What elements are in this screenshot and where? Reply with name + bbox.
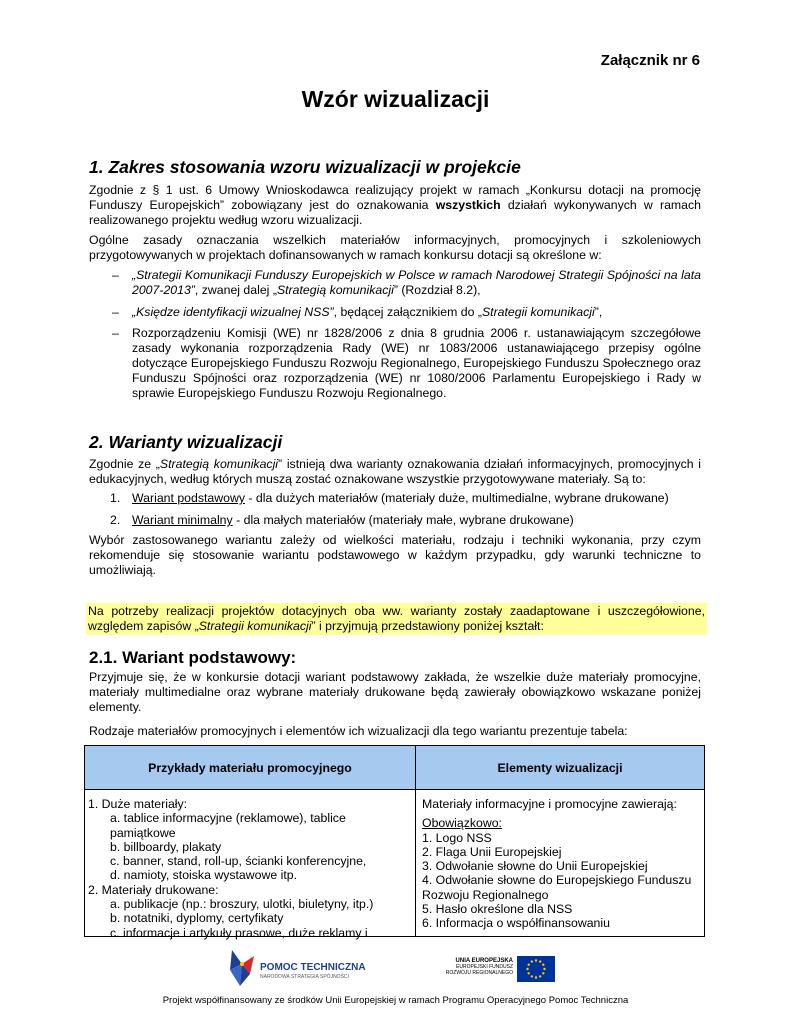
nss-emblem-icon [228, 948, 256, 988]
section-2-heading: 2. Warianty wizualizacji [89, 432, 283, 452]
list-item: pamiątkowe [110, 825, 176, 840]
italic-text: Strategią komunikacji [159, 457, 279, 471]
logo-title: UNIA EUROPEJSKA [455, 958, 513, 964]
table-header-materials: Przykłady materiału promocyjnego [85, 746, 415, 790]
text: Na potrzeby realizacji projektów dotacyjnych oba ww. warianty zostały zaadaptowane i uszczegółowione, względem zapisów „ [88, 604, 705, 633]
list-item: c. banner, stand, roll-up, ścianki konferencyjne, [110, 854, 367, 869]
list-item [112, 326, 701, 401]
eu-flag-icon [517, 956, 555, 982]
annex-label: Załącznik nr 6 [600, 52, 700, 69]
list-item: 4. Odwołanie słowne do Europejskiego Funduszu [422, 873, 692, 888]
list-item: 3. Odwołanie słowne do Unii Europejskiej [422, 859, 648, 874]
list-item: b. billboardy, plakaty [110, 839, 222, 854]
italic-text: Strategią komunikacji [276, 283, 394, 297]
highlighted-note [86, 603, 707, 635]
page-title: Wzór wizualizacji [301, 86, 490, 112]
eu-logo-text [425, 958, 513, 976]
section-1-heading: 1. Zakres stosowania wzoru wizualizacji w projekcie [89, 157, 521, 177]
list-item: 2. Flaga Unii Europejskiej [422, 844, 562, 859]
list-number: 1. [110, 491, 121, 505]
text: - dla małych materiałów (materiały małe, wybrane drukowane) [232, 513, 574, 527]
variant-label: Wariant minimalny [132, 513, 233, 527]
text: , zwanej dalej „ [194, 283, 277, 297]
text: ”, [594, 305, 603, 319]
bold-text: wszystkich [435, 198, 501, 212]
cell-intro: Materiały informacyjne i promocyjne zawierają: [422, 797, 677, 811]
eu-erdf-logo [425, 948, 555, 988]
list-item [110, 513, 701, 528]
text: Rozporządzeniu Komisji (WE) nr 1828/2006 z dnia 8 grudnia 2006 r. ustanawiającym szczegółowe zasady wykonania rozporządzenia Rady (WE) nr 1083/2006 ustanawiającego przepisy ogólne dotyczące Europejskiego Funduszu Rozwoju Regionalnego, Europejskiego Funduszu Społecznego oraz Funduszu Spójności oraz rozporządzenia (WE) nr 1080/2006 Parlamentu Europejskiego i Rady w sprawie Europejskiego Funduszu Rozwoju Regionalnego. [132, 326, 701, 400]
dash-bullet: – [112, 326, 119, 340]
dash-bullet: – [112, 305, 119, 319]
section-2-1-heading: 2.1. Wariant podstawowy: [89, 648, 297, 667]
list-item [112, 268, 701, 298]
text: ” (Rozdział 8.2), [393, 283, 481, 297]
list-item: Rozwoju Regionalnego [422, 887, 549, 902]
section-2-1-paragraph-1: Przyjmuje się, że w konkursie dotacji wariant podstawowy zakłada, że wszelkie duże materiały promocyjne, materiały multimedialne oraz wybrane materiały drukowane będą zawierały obowiązkowo wskazane poniżej elementy. [89, 670, 701, 714]
dash-bullet: – [112, 268, 119, 282]
list-item: d. namioty, stoiska wystawowe itp. [110, 868, 298, 883]
list-item [112, 305, 701, 320]
text: - dla dużych materiałów (materiały duże, multimedialne, wybrane drukowane) [245, 491, 669, 505]
pomoc-techniczna-logo [228, 948, 368, 988]
footer-note: Projekt współfinansowany ze środków Unii Europejskiej w ramach Programu Operacyjnego Pomoc Techniczna [162, 995, 629, 1006]
text: Zgodnie z § 1 ust. 6 Umowy Wnioskodawca realizujący projekt w ramach „Konkursu dotacji na promocję Funduszy Europejskich” zobowiązany jest do oznakowania [89, 183, 701, 212]
logo-title: POMOC TECHNICZNA [260, 962, 366, 973]
text: ” i przyjmują przedstawiony poniżej kształt: [311, 619, 544, 633]
list-item: b. notatniki, dyplomy, certyfikaty [110, 911, 284, 926]
list-item: 6. Informacja o współfinansowaniu [422, 916, 610, 931]
text: Zgodnie ze „ [89, 457, 160, 471]
table-cell-materials [88, 797, 413, 940]
section-2-paragraph-1 [89, 457, 701, 487]
logo-line: ROZWOJU REGIONALNEGO [445, 970, 513, 976]
materials-table [84, 745, 705, 940]
list-item: c. informacje i artykuły prasowe, duże reklamy i [110, 925, 368, 940]
table-header-elements: Elementy wizualizacji [416, 746, 704, 790]
italic-text: Strategii komunikacji [481, 305, 595, 319]
text: działań wykonywanych w ramach realizowanego projektu według wzoru wizualizacji. [89, 198, 701, 227]
logo-subtitle: NARODOWA STRATEGIA SPÓJNOŚCI [260, 974, 349, 980]
section-2-1-paragraph-2: Rodzaje materiałów promocyjnych i elementów ich wizualizacji dla tego wariantu prezentuje tabela: [89, 724, 628, 738]
list-item: 1. Duże materiały: [88, 797, 188, 811]
mandatory-label: Obowiązkowo: [422, 816, 502, 831]
list-item: a. publikacje (np.: broszury, ulotki, biuletyny, itp.) [110, 897, 374, 912]
logo-line: EUROPEJSKI FUNDUSZ [456, 964, 513, 970]
section-2-paragraph-2: Wybór zastosowanego wariantu zależy od wielkości materiału, rodzaju i techniki wykonania, przy czym rekomenduje się stosowanie wariantu podstawowego w każdym przypadku, gdy warunki techniczne to umożliwiają. [89, 533, 701, 577]
table-divider [415, 746, 416, 936]
text: , będącej załącznikiem do „ [333, 305, 482, 319]
italic-text: „Księdze identyfikacji wizualnej NSS” [132, 305, 334, 319]
italic-text: Strategii komunikacji [198, 619, 312, 633]
variant-label: Wariant podstawowy [132, 491, 245, 505]
list-item: 1. Logo NSS [422, 830, 492, 845]
list-item [110, 491, 701, 506]
list-item: 2. Materiały drukowane: [88, 882, 219, 897]
section-1-paragraph-1 [89, 183, 701, 228]
list-item: 5. Hasło określone dla NSS [422, 902, 573, 917]
section-1-paragraph-2: Ogólne zasady oznaczania wszelkich materiałów informacyjnych, promocyjnych i szkoleniowych przygotowywanych w projektach dofinansowanych w ramach konkursu dotacji są określone w: [89, 233, 701, 262]
italic-text: „Strategii Komunikacji Funduszy Europejskich w Polsce w ramach Narodowej Strategii Spójności na lata 2007-2013” [132, 268, 701, 297]
text: ” istnieją dwa warianty oznakowania działań informacyjnych, promocyjnych i edukacyjnych, według których muszą zostać oznakowane wszystkie przygotowywane materiały. Są to: [89, 457, 701, 486]
list-number: 2. [110, 513, 121, 527]
list-item: a. tablice informacyjne (reklamowe), tablice [110, 811, 346, 826]
table-cell-elements [422, 797, 702, 931]
